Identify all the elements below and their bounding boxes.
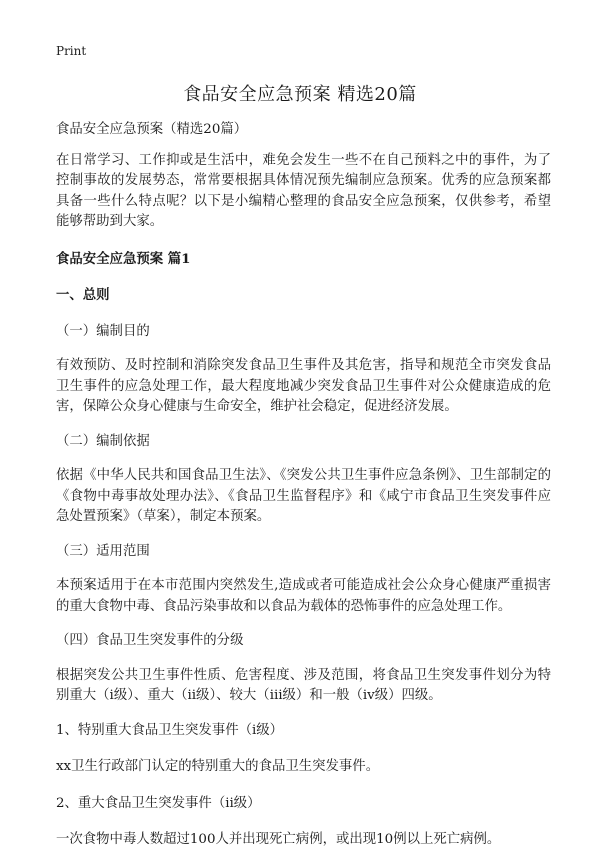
page-title: 食品安全应急预案 精选20篇 [183, 84, 417, 105]
classification-paragraph: 根据突发公共卫生事件性质、危害程度、涉及范围，将食品卫生突发事件划分为特别重大（ⅰ级）、重大（ⅱ级）、较大（ⅲ级）和一般（ⅳ级）四级。 [56, 667, 551, 703]
level1-paragraph: xx卫生行政部门认定的特别重大的食品卫生突发事件。 [56, 759, 380, 774]
print-link[interactable]: Print [56, 44, 87, 58]
subsection-heading-classification: （四）食品卫生突发事件的分级 [56, 633, 244, 648]
level1-heading: 1、特别重大食品卫生突发事件（ⅰ级） [56, 722, 284, 738]
document-body [56, 120, 551, 867]
basis-paragraph: 依据《中华人民共和国食品卫生法》、《突发公共卫生事件应急条例》、卫生部制定的《食物中毒事故处理办法》、《食品卫生监督程序》和《咸宁市食品卫生突发事件应急处置预案》（草案），制定本预案。 [56, 468, 551, 524]
document-subtitle: 食品安全应急预案（精选20篇） [56, 122, 248, 137]
intro-paragraph: 在日常学习、工作抑或是生活中，难免会发生一些不在自己预料之中的事件，为了控制事故的发展势态，常常要根据具体情况预先编制应急预案。优秀的应急预案都具备一些什么特点呢？以下是小编精心整理的食品安全应急预案，仅供参考，希望能够帮助到大家。 [56, 152, 551, 229]
subsection-heading-purpose: （一）编制目的 [56, 323, 150, 339]
article-heading: 食品安全应急预案 篇1 [56, 250, 191, 267]
level2-heading: 2、重大食品卫生突发事件（ⅱ级） [56, 795, 261, 811]
purpose-paragraph: 有效预防、及时控制和消除突发食品卫生事件及其危害，指导和规范全市突发食品卫生事件的应急处理工作，最大程度地减少突发食品卫生事件对公众健康造成的危害，保障公众身心健康与生命安全，维护社会稳定，促进经济发展。 [56, 358, 551, 414]
section-heading-general: 一、总则 [56, 287, 110, 303]
level2-paragraph: 一次食物中毒人数超过100人并出现死亡病例，或出现10例以上死亡病例。 [56, 832, 501, 847]
subsection-heading-scope: （三）适用范围 [56, 543, 150, 559]
scope-paragraph: 本预案适用于在本市范围内突然发生,造成或者可能造成社会公众身心健康严重损害的重大食物中毒、食品污染事故和以食品为载体的恐怖事件的应急处理工作。 [56, 578, 551, 614]
subsection-heading-basis: （二）编制依据 [56, 433, 150, 449]
